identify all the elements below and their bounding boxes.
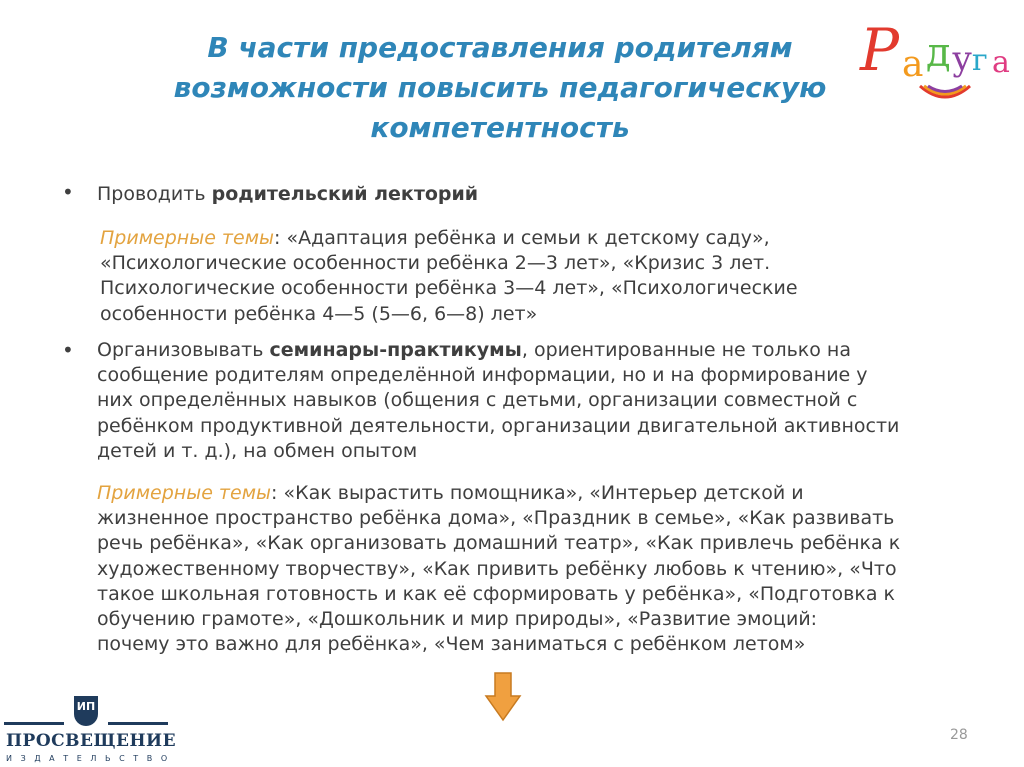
svg-text:д: д xyxy=(926,30,951,76)
text-segment: : «Адаптация ребёнка и семьи к детскому саду», xyxy=(274,227,770,249)
title-line: возможности повысить педагогическую xyxy=(173,71,827,104)
text-line xyxy=(100,226,798,251)
bullet-2 xyxy=(97,338,899,464)
down-arrow-icon xyxy=(484,672,522,722)
text-line xyxy=(97,182,478,207)
emphasis-text: семинары-практикумы xyxy=(269,339,522,361)
text-segment: сообщение родителям определённой информации, но и на формирование у xyxy=(97,364,868,387)
topics-label: Примерные темы xyxy=(100,227,275,249)
text-segment: Психологические особенности ребёнка 3—4 лет», «Психологические xyxy=(100,277,798,300)
text-line xyxy=(97,414,899,439)
text-segment: ребёнком продуктивной деятельности, организации двигательной активности xyxy=(97,414,900,437)
text-line xyxy=(97,607,900,632)
text-line xyxy=(97,531,900,556)
themes-1 xyxy=(100,226,798,327)
text-segment: детей и т. д.), на обмен опытом xyxy=(97,439,418,462)
text-segment: жизненное пространство ребёнка дома», «Праздник в семье», «Как развивать xyxy=(97,507,895,530)
svg-text:г: г xyxy=(972,43,988,78)
text-segment: Проводить xyxy=(97,183,212,205)
bullet-marker: • xyxy=(62,338,74,362)
raduga-logo xyxy=(858,8,1018,103)
text-segment: Организовывать xyxy=(97,339,270,361)
page-number: 28 xyxy=(950,727,968,743)
themes-2 xyxy=(97,481,900,657)
text-segment: , ориентированные не только на xyxy=(521,339,851,361)
text-line xyxy=(97,388,899,413)
svg-text:а: а xyxy=(992,45,1010,80)
svg-text:у: у xyxy=(952,39,973,79)
text-line xyxy=(97,439,899,464)
text-segment: особенности ребёнка 4—5 (5—6, 6—8) лет» xyxy=(100,302,538,325)
text-segment: «Психологические особенности ребёнка 2—3 лет», «Кризис 3 лет. xyxy=(100,252,771,275)
emphasis-text: родительский лекторий xyxy=(211,183,479,205)
text-line xyxy=(97,582,900,607)
slide-title xyxy=(120,28,880,148)
text-segment: почему это важно для ребёнка», «Чем заниматься с ребёнком летом» xyxy=(97,633,806,656)
bullet-marker: • xyxy=(62,180,74,204)
text-line xyxy=(100,276,798,301)
title-line: компетентность xyxy=(370,111,630,144)
title-line: В части предоставления родителям xyxy=(207,31,793,64)
text-line xyxy=(97,632,900,657)
text-line xyxy=(97,557,900,582)
svg-text:а: а xyxy=(902,44,924,85)
text-segment: обучению грамоте», «Дошкольник и мир природы», «Развитие эмоций: xyxy=(97,608,818,631)
text-line xyxy=(100,302,798,327)
publisher-mark: ИП xyxy=(74,696,98,726)
text-line xyxy=(97,506,900,531)
text-line xyxy=(100,251,798,276)
text-segment: художественному творчеству», «Как привить ребёнку любовь к чтению», «Что xyxy=(97,557,897,580)
text-segment: : «Как вырастить помощника», «Интерьер детской и xyxy=(271,482,804,504)
text-segment: такое школьная готовность и как её сформировать у ребёнка», «Подготовка к xyxy=(97,582,896,605)
text-segment: речь ребёнка», «Как организовать домашний театр», «Как привлечь ребёнка к xyxy=(97,532,901,555)
svg-text:Р: Р xyxy=(860,16,900,84)
text-line xyxy=(97,481,900,506)
text-line xyxy=(97,338,899,363)
text-line xyxy=(97,363,899,388)
text-segment: них определённых навыков (общения с детьми, организации совместной с xyxy=(97,389,858,412)
publisher-name: ПРОСВЕЩЕНИЕ xyxy=(6,731,177,751)
topics-label: Примерные темы xyxy=(97,482,272,504)
publisher-subtitle: ИЗДАТЕЛЬСТВО xyxy=(6,754,176,763)
publisher-logo xyxy=(2,692,177,767)
bullet-1 xyxy=(97,182,478,207)
